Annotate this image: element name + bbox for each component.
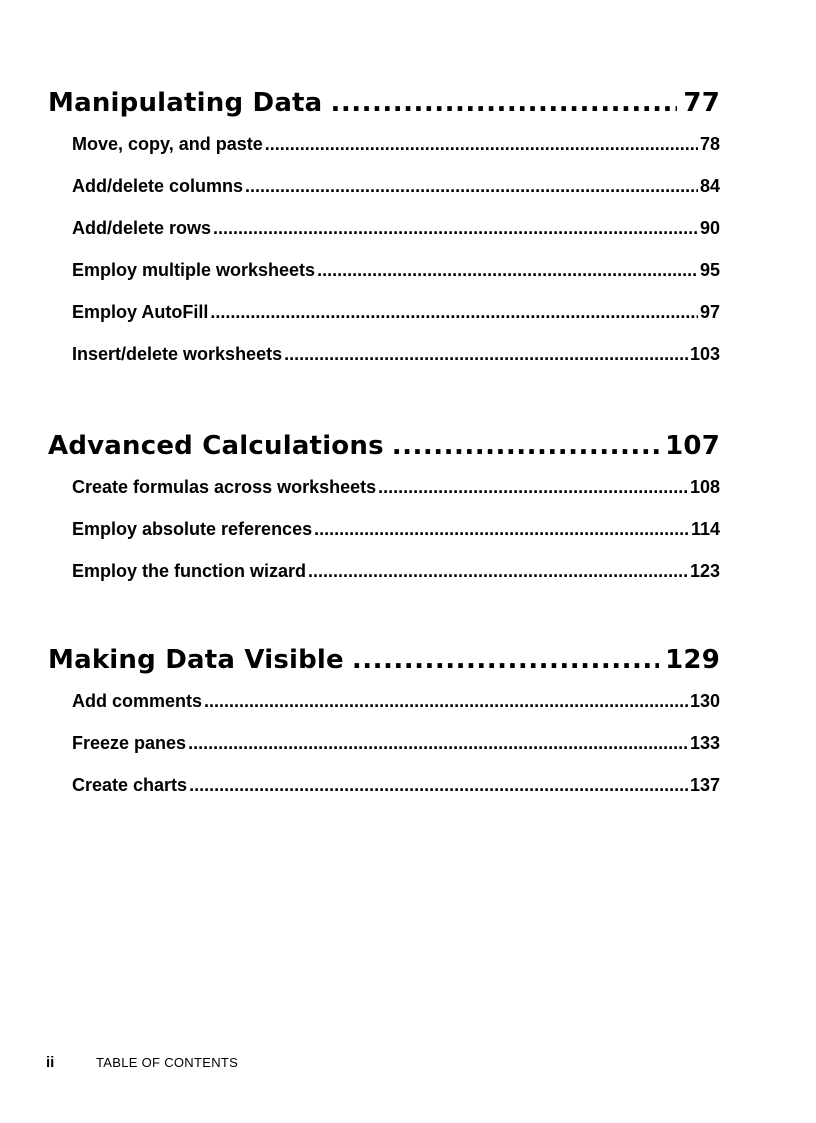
entry-title: Create charts — [72, 775, 188, 795]
entry-page-number: 114 — [690, 519, 720, 539]
footer-page-number: ii — [46, 1054, 55, 1071]
entry-title: Employ multiple worksheets — [72, 260, 316, 280]
section-heading[interactable] — [48, 643, 720, 677]
entry-page-number: 137 — [689, 775, 720, 795]
entry-page-number: 130 — [689, 691, 720, 711]
dot-leader — [210, 301, 698, 323]
entry-title: Add/delete rows — [72, 218, 212, 238]
section-title: Advanced Calculations — [48, 431, 384, 461]
entry-title: Employ absolute references — [72, 519, 313, 539]
toc-section-advanced-calculations — [48, 429, 720, 582]
entry-title: Employ the function wizard — [72, 561, 307, 581]
dot-leader — [378, 476, 688, 498]
entry-title: Add comments — [72, 691, 203, 711]
entry-page-number: 97 — [699, 302, 720, 322]
entry-title: Create formulas across worksheets — [72, 477, 377, 497]
dot-leader — [330, 86, 677, 120]
section-page-number: 107 — [665, 431, 720, 461]
entry-title: Add/delete columns — [72, 176, 244, 196]
section-page-number: 77 — [683, 88, 720, 118]
toc-section-manipulating-data — [48, 86, 720, 365]
toc-entry[interactable] — [72, 175, 720, 197]
toc-entry[interactable] — [72, 560, 720, 582]
dot-leader — [284, 343, 688, 365]
dot-leader — [189, 774, 688, 796]
dot-leader — [317, 259, 698, 281]
section-title: Manipulating Data — [48, 88, 323, 118]
entry-page-number: 78 — [699, 134, 720, 154]
dot-leader — [245, 175, 698, 197]
dot-leader — [352, 643, 659, 677]
section-heading[interactable] — [48, 429, 720, 463]
section-page-number: 129 — [665, 645, 720, 675]
dot-leader — [188, 732, 688, 754]
entry-title: Employ AutoFill — [72, 302, 209, 322]
entry-title: Freeze panes — [72, 733, 187, 753]
entry-page-number: 95 — [699, 260, 720, 280]
section-title: Making Data Visible — [48, 645, 344, 675]
toc-entry[interactable] — [72, 732, 720, 754]
dot-leader — [265, 133, 698, 155]
toc-entry[interactable] — [72, 343, 720, 365]
toc-entry[interactable] — [72, 133, 720, 155]
entry-page-number: 133 — [689, 733, 720, 753]
entry-page-number: 123 — [689, 561, 720, 581]
toc-entry[interactable] — [72, 217, 720, 239]
entry-page-number: 108 — [689, 477, 720, 497]
dot-leader — [204, 690, 688, 712]
toc-entry[interactable] — [72, 476, 720, 498]
dot-leader — [308, 560, 688, 582]
toc-entry[interactable] — [72, 774, 720, 796]
footer-title: TABLE OF CONTENTS — [96, 1055, 239, 1070]
entry-title: Insert/delete worksheets — [72, 344, 283, 364]
dot-leader — [392, 429, 659, 463]
entry-title: Move, copy, and paste — [72, 134, 263, 154]
page-footer — [46, 1054, 238, 1071]
toc-entry[interactable] — [72, 259, 720, 281]
dot-leader — [213, 217, 698, 239]
section-entries — [48, 476, 720, 582]
section-entries — [48, 690, 720, 796]
toc-entry[interactable] — [72, 518, 720, 540]
entry-page-number: 103 — [689, 344, 720, 364]
dot-leader — [314, 518, 689, 540]
section-heading[interactable] — [48, 86, 720, 120]
entry-page-number: 84 — [699, 176, 720, 196]
toc-section-making-data-visible — [48, 643, 720, 796]
toc-entry[interactable] — [72, 690, 720, 712]
toc-entry[interactable] — [72, 301, 720, 323]
section-entries — [48, 133, 720, 365]
entry-page-number: 90 — [699, 218, 720, 238]
